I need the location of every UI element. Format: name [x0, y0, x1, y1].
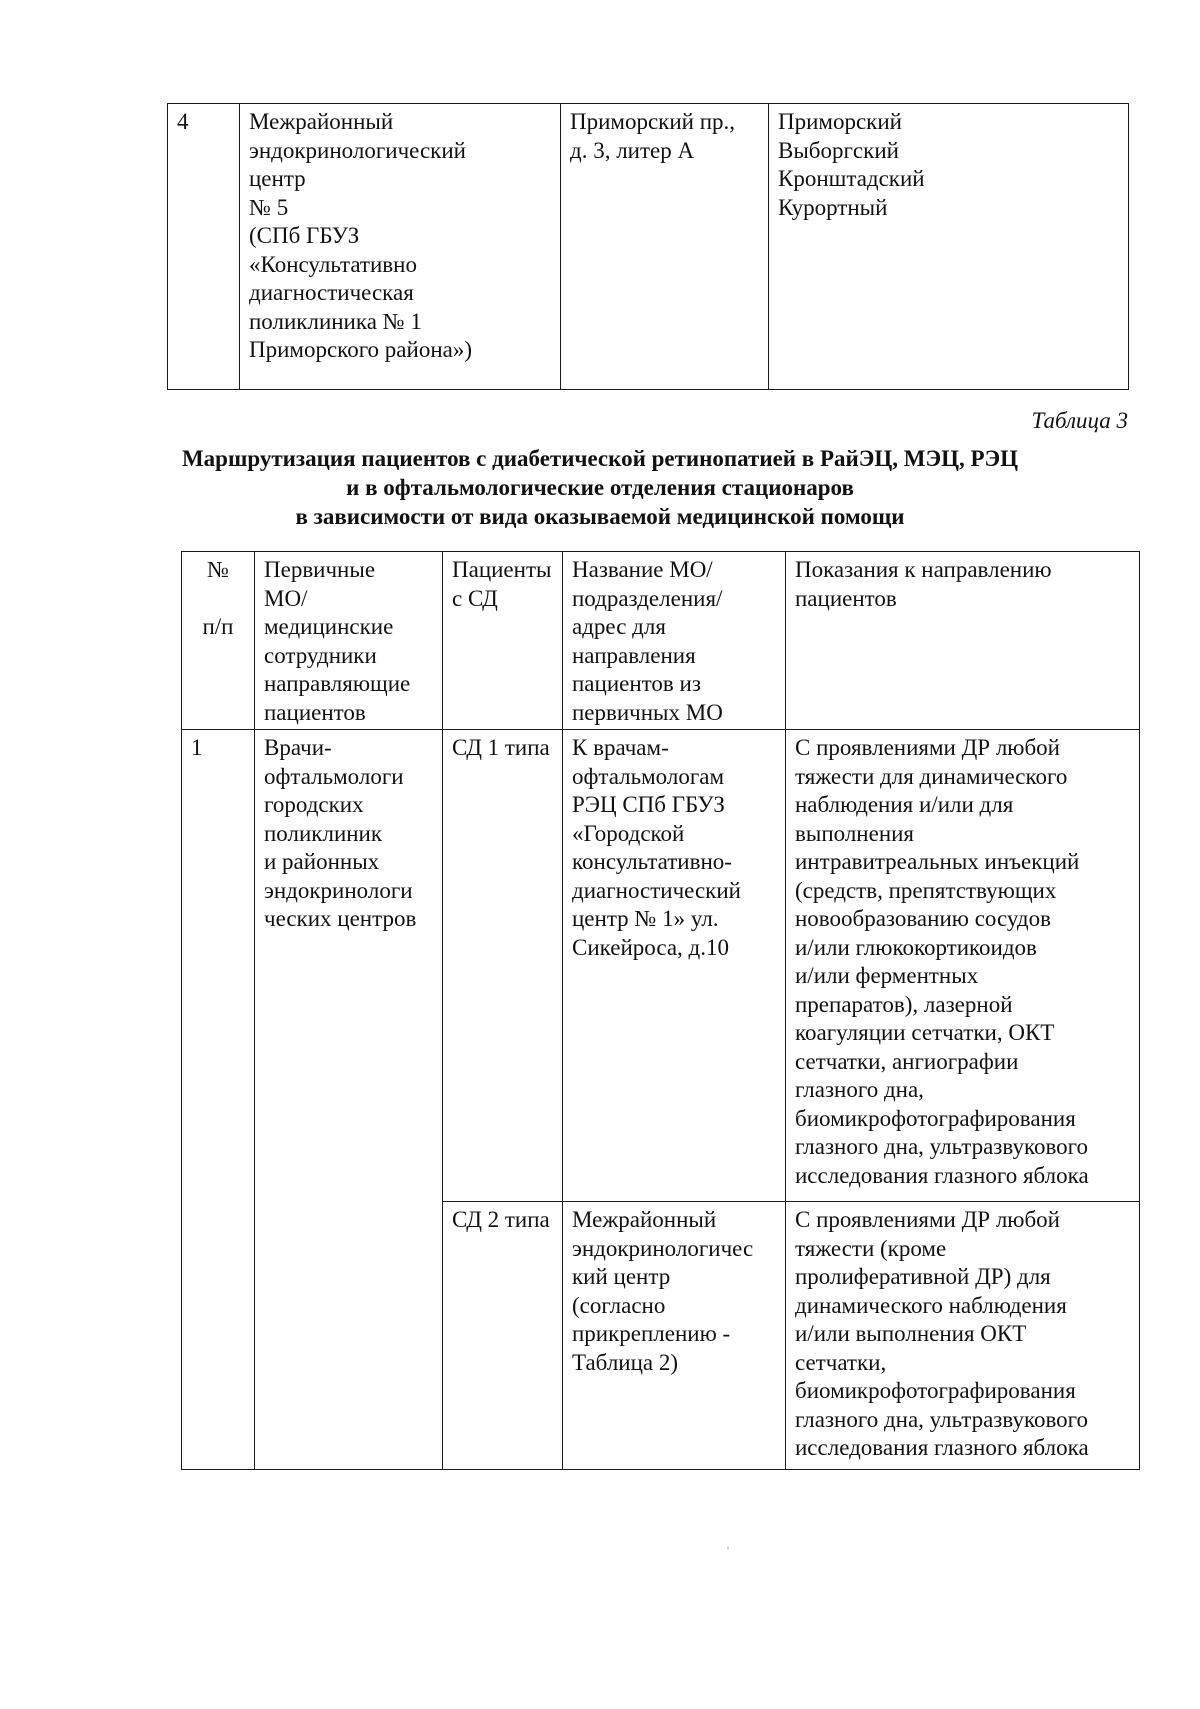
header-patients: Пациенты с СД [443, 552, 563, 730]
patients-type: СД 2 типа [443, 1202, 563, 1470]
table-row [182, 730, 1140, 1202]
center-districts: Приморский Выборгский Кронштадский Курортный [769, 104, 1129, 390]
table-centers-continued [167, 103, 1129, 390]
header-indications: Показания к направлению пациентов [786, 552, 1140, 730]
header-name: Название МО/ подразделения/ адрес для направления пациентов из первичных МО [563, 552, 786, 730]
routing-destination: К врачам- офтальмологам РЭЦ СПб ГБУЗ «Городской консультативно- диагностический центр № 1» ул. Сикейроса, д.10 [563, 730, 786, 1202]
table-routing [181, 551, 1140, 1470]
row-number: 1 [182, 730, 255, 1470]
center-address: Приморский пр., д. 3, литер А [561, 104, 769, 390]
center-name: Межрайонный эндокринологический центр № 5 (СПб ГБУЗ «Консультативно диагностическая поликлиника № 1 Приморского района») [240, 104, 561, 390]
table-caption: Таблица 3 [1031, 408, 1128, 433]
routing-indications: С проявлениями ДР любой тяжести для динамического наблюдения и/или для выполнения интравитреальных инъекций (средств, препятствующих новообразованию сосудов и/или глюкокортикоидов и/или ферментных препаратов), лазерной коагуляции сетчатки, ОКТ сетчатки, ангиографии глазного дна, биомикрофотографирования глазного дна, ультразвукового исследования глазного яблока [786, 730, 1140, 1202]
header-num: № п/п [182, 552, 255, 730]
primary-mo: Врачи- офтальмологи городских поликлиник и районных эндокринологи ческих центров [255, 730, 443, 1470]
table-row [168, 104, 1129, 390]
routing-indications: С проявлениями ДР любой тяжести (кроме пролиферативной ДР) для динамического наблюдения и/или выполнения ОКТ сетчатки, биомикрофотографирования глазного дна, ультразвукового исследования глазного яблока [786, 1202, 1140, 1470]
patients-type: СД 1 типа [443, 730, 563, 1202]
table-title: Маршрутизация пациентов с диабетической ретинопатией в РайЭЦ, МЭЦ, РЭЦ и в офтальмологические отделения стационаров в зависимости от вида оказываемой медицинской помощи [181, 446, 1019, 529]
header-primary: Первичные МО/ медицинские сотрудники направляющие пациентов [255, 552, 443, 730]
table-header-row [182, 552, 1140, 730]
scan-speck [727, 1547, 729, 1549]
routing-destination: Межрайонный эндокринологичес кий центр (согласно прикреплению - Таблица 2) [563, 1202, 786, 1470]
row-number: 4 [168, 104, 240, 390]
